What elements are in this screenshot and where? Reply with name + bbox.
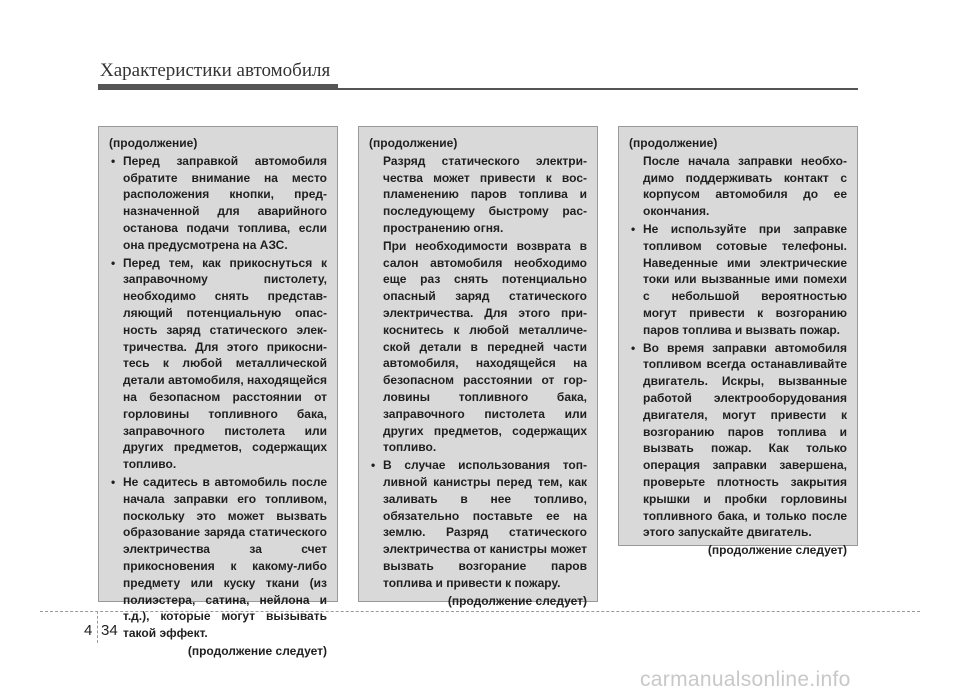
warning-panel-right [618, 126, 858, 558]
list-item: • Не садитесь в автомобиль после начала заправки его топливом, поскольку это может вызвать образование заряда статического электричества за счет прикосновения к какому-либо предмету или куску ткани (из полиэстера, сатина, нейлона и т.д.), которые могут вызывать такой эффект. [109, 474, 327, 642]
footer-divider [97, 611, 98, 643]
chapter-number: 4 [84, 622, 93, 639]
page-header-title: Характеристики автомобиля [100, 60, 331, 81]
warning-panel-middle [358, 126, 598, 608]
list-item: • Во время заправки автомобиля топливом всегда останавливайте двигатель. Искры, вызванные работой электрооборудования двигателя, могут привести к возгоранию паров топлива и вызвать пожар. Как только операция заправки завершена, проверьте плотность закрытия крышки и пробки горловины топливного бака, и только после этого запускайте двигатель. [629, 340, 847, 542]
bullet-list [629, 221, 847, 541]
paragraph: При необходимости возврата в салон автомобиля необходимо еще раз снять потенциально опасный заряд статического электричества. Для этого прикоснитесь к любой металлической детали в передней части автомобиля, находящейся на безопасном расстоянии от горловины топливного бака, заправочного пистолета или других предметов, содержащих топливо. [383, 238, 587, 455]
header-rule [98, 88, 858, 90]
footer-rule [40, 611, 920, 612]
continued-label: (продолжение) [629, 136, 718, 150]
bullet-list [369, 457, 587, 591]
to-be-continued-label: (продолжение следует) [707, 543, 847, 558]
list-item: • В случае использования топливной канистры перед тем, как заливать в нее топливо, обязательно поставьте ее на землю. Разряд статического электричества от канистры может вызвать возгорание паров топлива и привести к пожару. [369, 457, 587, 591]
to-be-continued-label: (продолжение следует) [187, 643, 327, 658]
paragraph: После начала заправки необходимо поддерживать контакт с корпусом автомобиля до ее окончания. [643, 153, 847, 219]
continued-label: (продолжение) [369, 136, 458, 150]
page-number: 34 [101, 622, 118, 639]
paragraph: Разряд статического электричества может привести к воспламенению паров топлива и последующему быстрому распространению огня. [383, 153, 587, 235]
watermark: carmanualsonline.info [640, 668, 851, 691]
to-be-continued-label: (продолжение следует) [447, 593, 587, 608]
bullet-list [109, 153, 327, 642]
continued-label: (продолжение) [109, 136, 198, 150]
list-item: • Перед заправкой автомобиля обратите внимание на место расположения кнопки, предназначенной для аварийного останова подачи топлива, если она предусмотрена на АЗС. [109, 153, 327, 254]
list-item: • Перед тем, как прикоснуться к заправочному пистолету, необходимо снять представляющий потенциальную опасность заряд статического электричества. Для этого прикоснитесь к любой металлической детали автомобиля, находящейся на безопасном расстоянии от горловины топливного бака, заправочного пистолета или других предметов, содержащих топливо. [109, 255, 327, 473]
list-item: • Не используйте при заправке топливом сотовые телефоны. Наведенные ими электрические токи или вызванные ими помехи с небольшой вероятностью могут привести к возгоранию паров топлива и вызвать пожар. [629, 221, 847, 339]
